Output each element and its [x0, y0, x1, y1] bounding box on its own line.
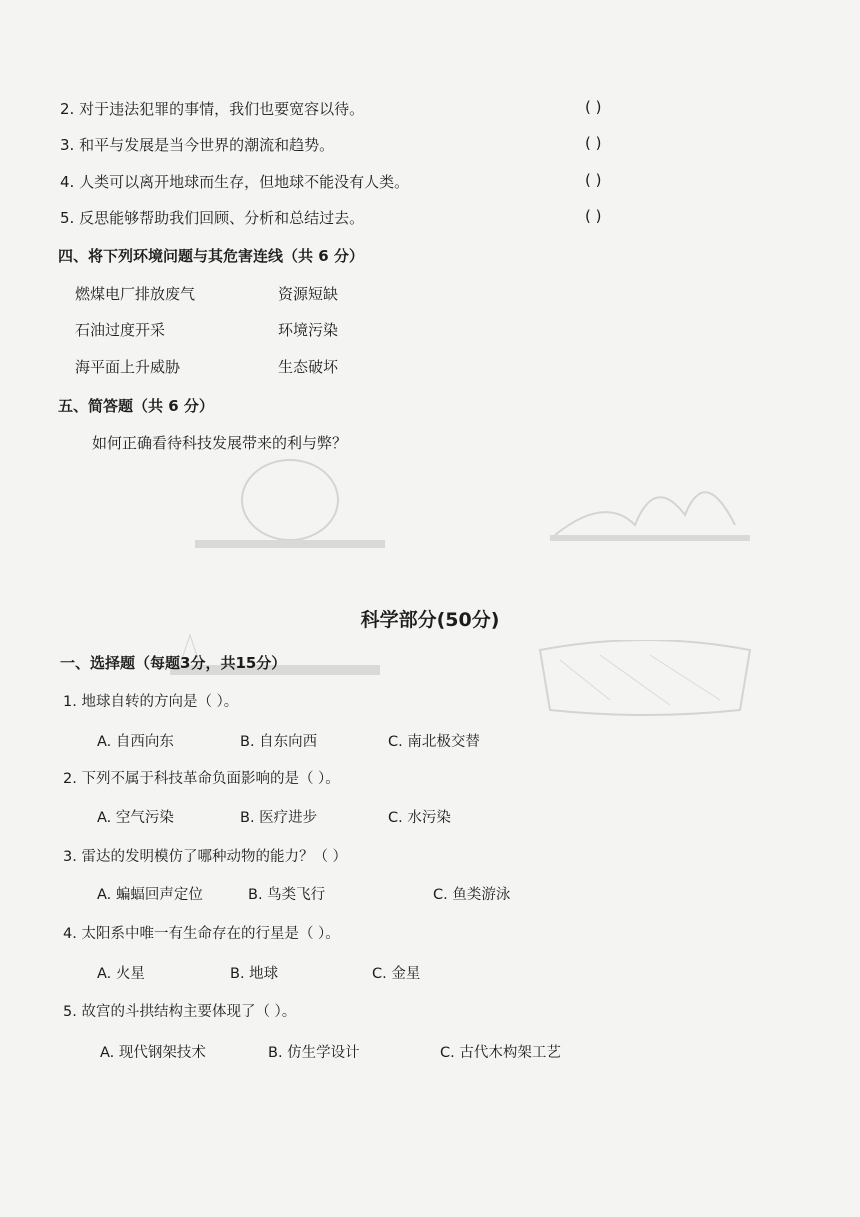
match-right-item[interactable]: 环境污染	[278, 321, 339, 339]
match-left-item[interactable]: 石油过度开采	[75, 321, 166, 339]
judgement-item-3	[60, 134, 334, 155]
match-left-item[interactable]: 燃煤电厂排放废气	[75, 285, 196, 303]
judgement-item-4	[60, 171, 409, 192]
item-text: 和平与发展是当今世界的潮流和趋势。	[79, 136, 335, 154]
option-b[interactable]: B. 地球	[230, 966, 279, 982]
bleed-through-opera-house-image	[545, 455, 755, 569]
option-b[interactable]: B. 仿生学设计	[268, 1045, 360, 1061]
item-text: 对于违法犯罪的事情，我们也要宽容以待。	[79, 100, 365, 118]
short-answer-question: 如何正确看待科技发展带来的利与弊？	[92, 434, 348, 452]
judgement-item-5	[60, 207, 364, 228]
question-4: 4. 太阳系中唯一有生命存在的行星是（ ）。	[63, 926, 340, 942]
option-a[interactable]: A. 自西向东	[97, 734, 174, 750]
question-3: 3. 雷达的发明模仿了哪种动物的能力？（ ）	[63, 849, 348, 865]
option-c[interactable]: C. 南北极交替	[388, 734, 480, 750]
item-number: 5.	[60, 209, 75, 227]
match-left-item[interactable]: 海平面上升威胁	[75, 358, 181, 376]
match-right-item[interactable]: 生态破坏	[278, 358, 339, 376]
option-a[interactable]: A. 空气污染	[97, 810, 174, 826]
bleed-through-globe-image	[190, 455, 390, 559]
item-number: 3.	[60, 136, 75, 154]
option-c[interactable]: C. 水污染	[388, 810, 451, 826]
option-c[interactable]: C. 金星	[372, 966, 421, 982]
option-b[interactable]: B. 自东向西	[240, 734, 318, 750]
section-4-title: 四、将下列环境问题与其危害连线（共 6 分）	[58, 247, 364, 265]
match-right-item[interactable]: 资源短缺	[278, 285, 339, 303]
option-a[interactable]: A. 火星	[97, 966, 145, 982]
option-c[interactable]: C. 古代木构架工艺	[440, 1045, 561, 1061]
answer-bracket[interactable]: ( )	[585, 98, 602, 116]
question-5: 5. 故宫的斗拱结构主要体现了（ ）。	[63, 1004, 297, 1020]
bleed-through-stadium-image	[530, 640, 760, 724]
option-b[interactable]: B. 医疗进步	[240, 810, 318, 826]
answer-bracket[interactable]: ( )	[585, 207, 602, 225]
science-part-title: 科学部分(50分)	[360, 609, 500, 631]
item-text: 人类可以离开地球而生存，但地球不能没有人类。	[79, 173, 410, 191]
item-number: 4.	[60, 173, 75, 191]
item-number: 2.	[60, 100, 75, 118]
judgement-item-2	[60, 98, 364, 119]
answer-bracket[interactable]: ( )	[585, 134, 602, 152]
option-c[interactable]: C. 鱼类游泳	[433, 887, 511, 903]
science-section-1-title: 一、选择题（每题3分，共15分）	[60, 654, 287, 672]
question-2: 2. 下列不属于科技革命负面影响的是（ ）。	[63, 771, 340, 787]
option-a[interactable]: A. 现代钢架技术	[100, 1045, 206, 1061]
section-5-title: 五、简答题（共 6 分）	[58, 397, 214, 415]
item-text: 反思能够帮助我们回顾、分析和总结过去。	[79, 209, 365, 227]
option-b[interactable]: B. 鸟类飞行	[248, 887, 326, 903]
question-1: 1. 地球自转的方向是（ ）。	[63, 694, 239, 710]
answer-bracket[interactable]: ( )	[585, 171, 602, 189]
option-a[interactable]: A. 蝙蝠回声定位	[97, 887, 203, 903]
